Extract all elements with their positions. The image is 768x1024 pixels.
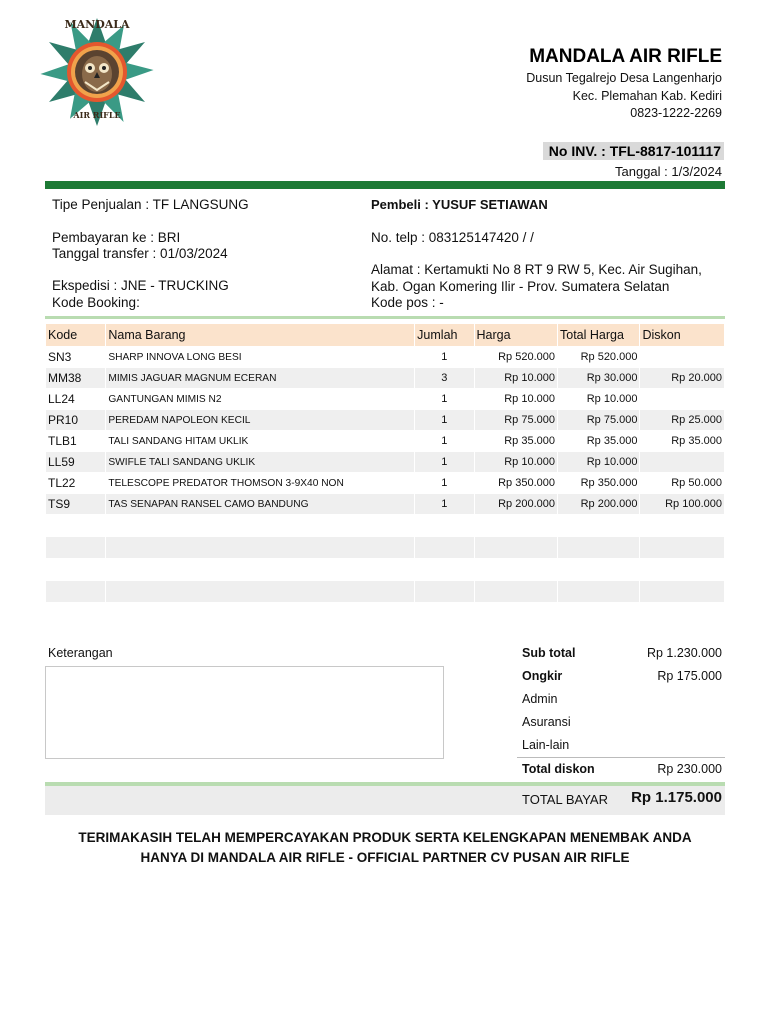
table-row — [46, 431, 724, 451]
store-logo — [40, 12, 154, 126]
cell-price: Rp 350.000 — [498, 477, 555, 489]
cell-discount — [640, 389, 724, 409]
cell-name: SHARP INNOVA LONG BESI — [108, 351, 242, 363]
booking-code: Kode Booking: — [52, 295, 140, 310]
buyer-address-line2: Kab. Ogan Komering Ilir - Prov. Sumatera Selatan — [371, 279, 670, 294]
cell-discount — [640, 347, 724, 367]
cell-qty: 1 — [441, 435, 448, 447]
admin-label: Admin — [522, 692, 558, 706]
cell-name: MIMIS JAGUAR MAGNUM ECERAN — [106, 368, 414, 388]
discount-label: Total diskon — [522, 762, 595, 776]
cell-total: Rp 35.000 — [586, 435, 638, 447]
company-name: MANDALA AIR RIFLE — [529, 46, 722, 67]
table-row — [46, 473, 724, 493]
invoice-number: No INV. : TFL-8817-101117 — [543, 142, 724, 160]
company-address-line1: Dusun Tegalrejo Desa Langenharjo — [526, 71, 722, 85]
cell-price: Rp 10.000 — [475, 452, 557, 472]
table-row — [46, 410, 724, 430]
cell-price: Rp 10.000 — [504, 393, 555, 405]
cell-code: SN3 — [48, 350, 72, 364]
cell-price: Rp 520.000 — [498, 351, 555, 363]
cell-discount: Rp 50.000 — [671, 477, 722, 489]
table-row — [46, 368, 724, 388]
transfer-date: Tanggal transfer : 01/03/2024 — [52, 246, 228, 261]
header-divider — [45, 181, 725, 189]
cell-price: Rp 35.000 — [504, 435, 555, 447]
insurance-label: Asuransi — [522, 715, 571, 729]
shipping-label: Ongkir — [522, 669, 563, 683]
buyer-name: Pembeli : YUSUF SETIAWAN — [371, 197, 548, 212]
items-table — [45, 323, 725, 603]
summary-divider — [517, 757, 725, 758]
cell-total: Rp 10.000 — [586, 393, 638, 405]
payment-to: Pembayaran ke : BRI — [52, 230, 181, 245]
grand-total-label: TOTAL BAYAR — [522, 792, 608, 807]
cell-code: TS9 — [46, 494, 105, 514]
empty-row — [46, 537, 724, 558]
table-header-row — [46, 324, 724, 346]
header-code: Kode — [46, 324, 105, 346]
cell-discount: Rp 35.000 — [671, 435, 722, 447]
cell-qty: 3 — [415, 368, 473, 388]
cell-qty: 1 — [415, 410, 473, 430]
header-qty: Jumlah — [415, 324, 473, 346]
empty-row — [46, 581, 724, 602]
cell-qty: 1 — [441, 351, 448, 363]
cell-code: LL24 — [48, 392, 75, 406]
table-row — [46, 347, 724, 367]
table-row — [46, 494, 724, 514]
company-phone: 0823-1222-2269 — [630, 106, 722, 120]
cell-price: Rp 200.000 — [475, 494, 557, 514]
total-band — [45, 782, 725, 815]
cell-total: Rp 30.000 — [558, 368, 639, 388]
footer-line1: TERIMAKASIH TELAH MEMPERCAYAKAN PRODUK SERTA KELENGKAPAN MENEMBAK ANDA — [78, 830, 692, 845]
cell-discount: Rp 25.000 — [640, 410, 724, 430]
company-address-line2: Kec. Plemahan Kab. Kediri — [572, 89, 722, 103]
cell-price: Rp 75.000 — [475, 410, 557, 430]
buyer-phone: No. telp : 083125147420 / / — [371, 230, 534, 245]
cell-code: TLB1 — [48, 434, 77, 448]
info-divider — [45, 316, 725, 319]
cell-discount: Rp 20.000 — [640, 368, 724, 388]
subtotal-value: Rp 1.230.000 — [646, 646, 722, 660]
cell-discount — [640, 452, 724, 472]
cell-qty: 1 — [415, 494, 473, 514]
grand-total-value: Rp 1.175.000 — [631, 789, 722, 806]
cell-total: Rp 200.000 — [558, 494, 639, 514]
cell-name: TALI SANDANG HITAM UKLIK — [108, 435, 249, 447]
cell-total: Rp 75.000 — [558, 410, 639, 430]
header-price: Harga — [475, 324, 557, 346]
cell-discount: Rp 100.000 — [640, 494, 724, 514]
sale-type: Tipe Penjualan : TF LANGSUNG — [52, 197, 249, 212]
buyer-postal-code: Kode pos : - — [371, 295, 444, 310]
svg-text:MANDALA: MANDALA — [64, 18, 130, 31]
cell-price: Rp 10.000 — [475, 368, 557, 388]
buyer-address-line1: Alamat : Kertamukti No 8 RT 9 RW 5, Kec. Air Sugihan, — [371, 262, 702, 277]
other-label: Lain-lain — [522, 738, 570, 752]
cell-qty: 1 — [415, 452, 473, 472]
footer-line2: HANYA DI MANDALA AIR RIFLE - OFFICIAL PARTNER CV PUSAN AIR RIFLE — [140, 850, 630, 865]
cell-total: Rp 520.000 — [580, 351, 638, 363]
header-name: Nama Barang — [106, 324, 414, 346]
empty-row — [46, 559, 724, 580]
notes-label: Keterangan — [48, 646, 113, 660]
cell-qty: 1 — [441, 393, 448, 405]
svg-text:AIR RIFLE: AIR RIFLE — [73, 110, 121, 120]
cell-code: TL22 — [48, 476, 76, 490]
expedition: Ekspedisi : JNE - TRUCKING — [52, 278, 229, 293]
cell-code: LL59 — [46, 452, 105, 472]
header-total: Total Harga — [558, 324, 639, 346]
cell-total: Rp 350.000 — [580, 477, 638, 489]
cell-name: TAS SENAPAN RANSEL CAMO BANDUNG — [106, 494, 414, 514]
mandala-owl-icon — [40, 12, 154, 126]
table-row — [46, 452, 724, 472]
table-row — [46, 389, 724, 409]
cell-name: PEREDAM NAPOLEON KECIL — [106, 410, 414, 430]
shipping-value: Rp 175.000 — [657, 669, 722, 683]
cell-code: MM38 — [46, 368, 105, 388]
invoice-date: Tanggal : 1/3/2024 — [615, 164, 722, 179]
discount-value: Rp 230.000 — [657, 762, 722, 776]
cell-name: GANTUNGAN MIMIS N2 — [108, 393, 222, 405]
cell-code: PR10 — [46, 410, 105, 430]
subtotal-label: Sub total — [522, 646, 576, 660]
cell-total: Rp 10.000 — [558, 452, 639, 472]
cell-name: TELESCOPE PREDATOR THOMSON 3-9X40 NON — [108, 477, 344, 489]
header-discount: Diskon — [640, 324, 724, 346]
notes-box — [45, 666, 444, 759]
cell-qty: 1 — [441, 477, 448, 489]
cell-name: SWIFLE TALI SANDANG UKLIK — [106, 452, 414, 472]
empty-row — [46, 515, 724, 536]
